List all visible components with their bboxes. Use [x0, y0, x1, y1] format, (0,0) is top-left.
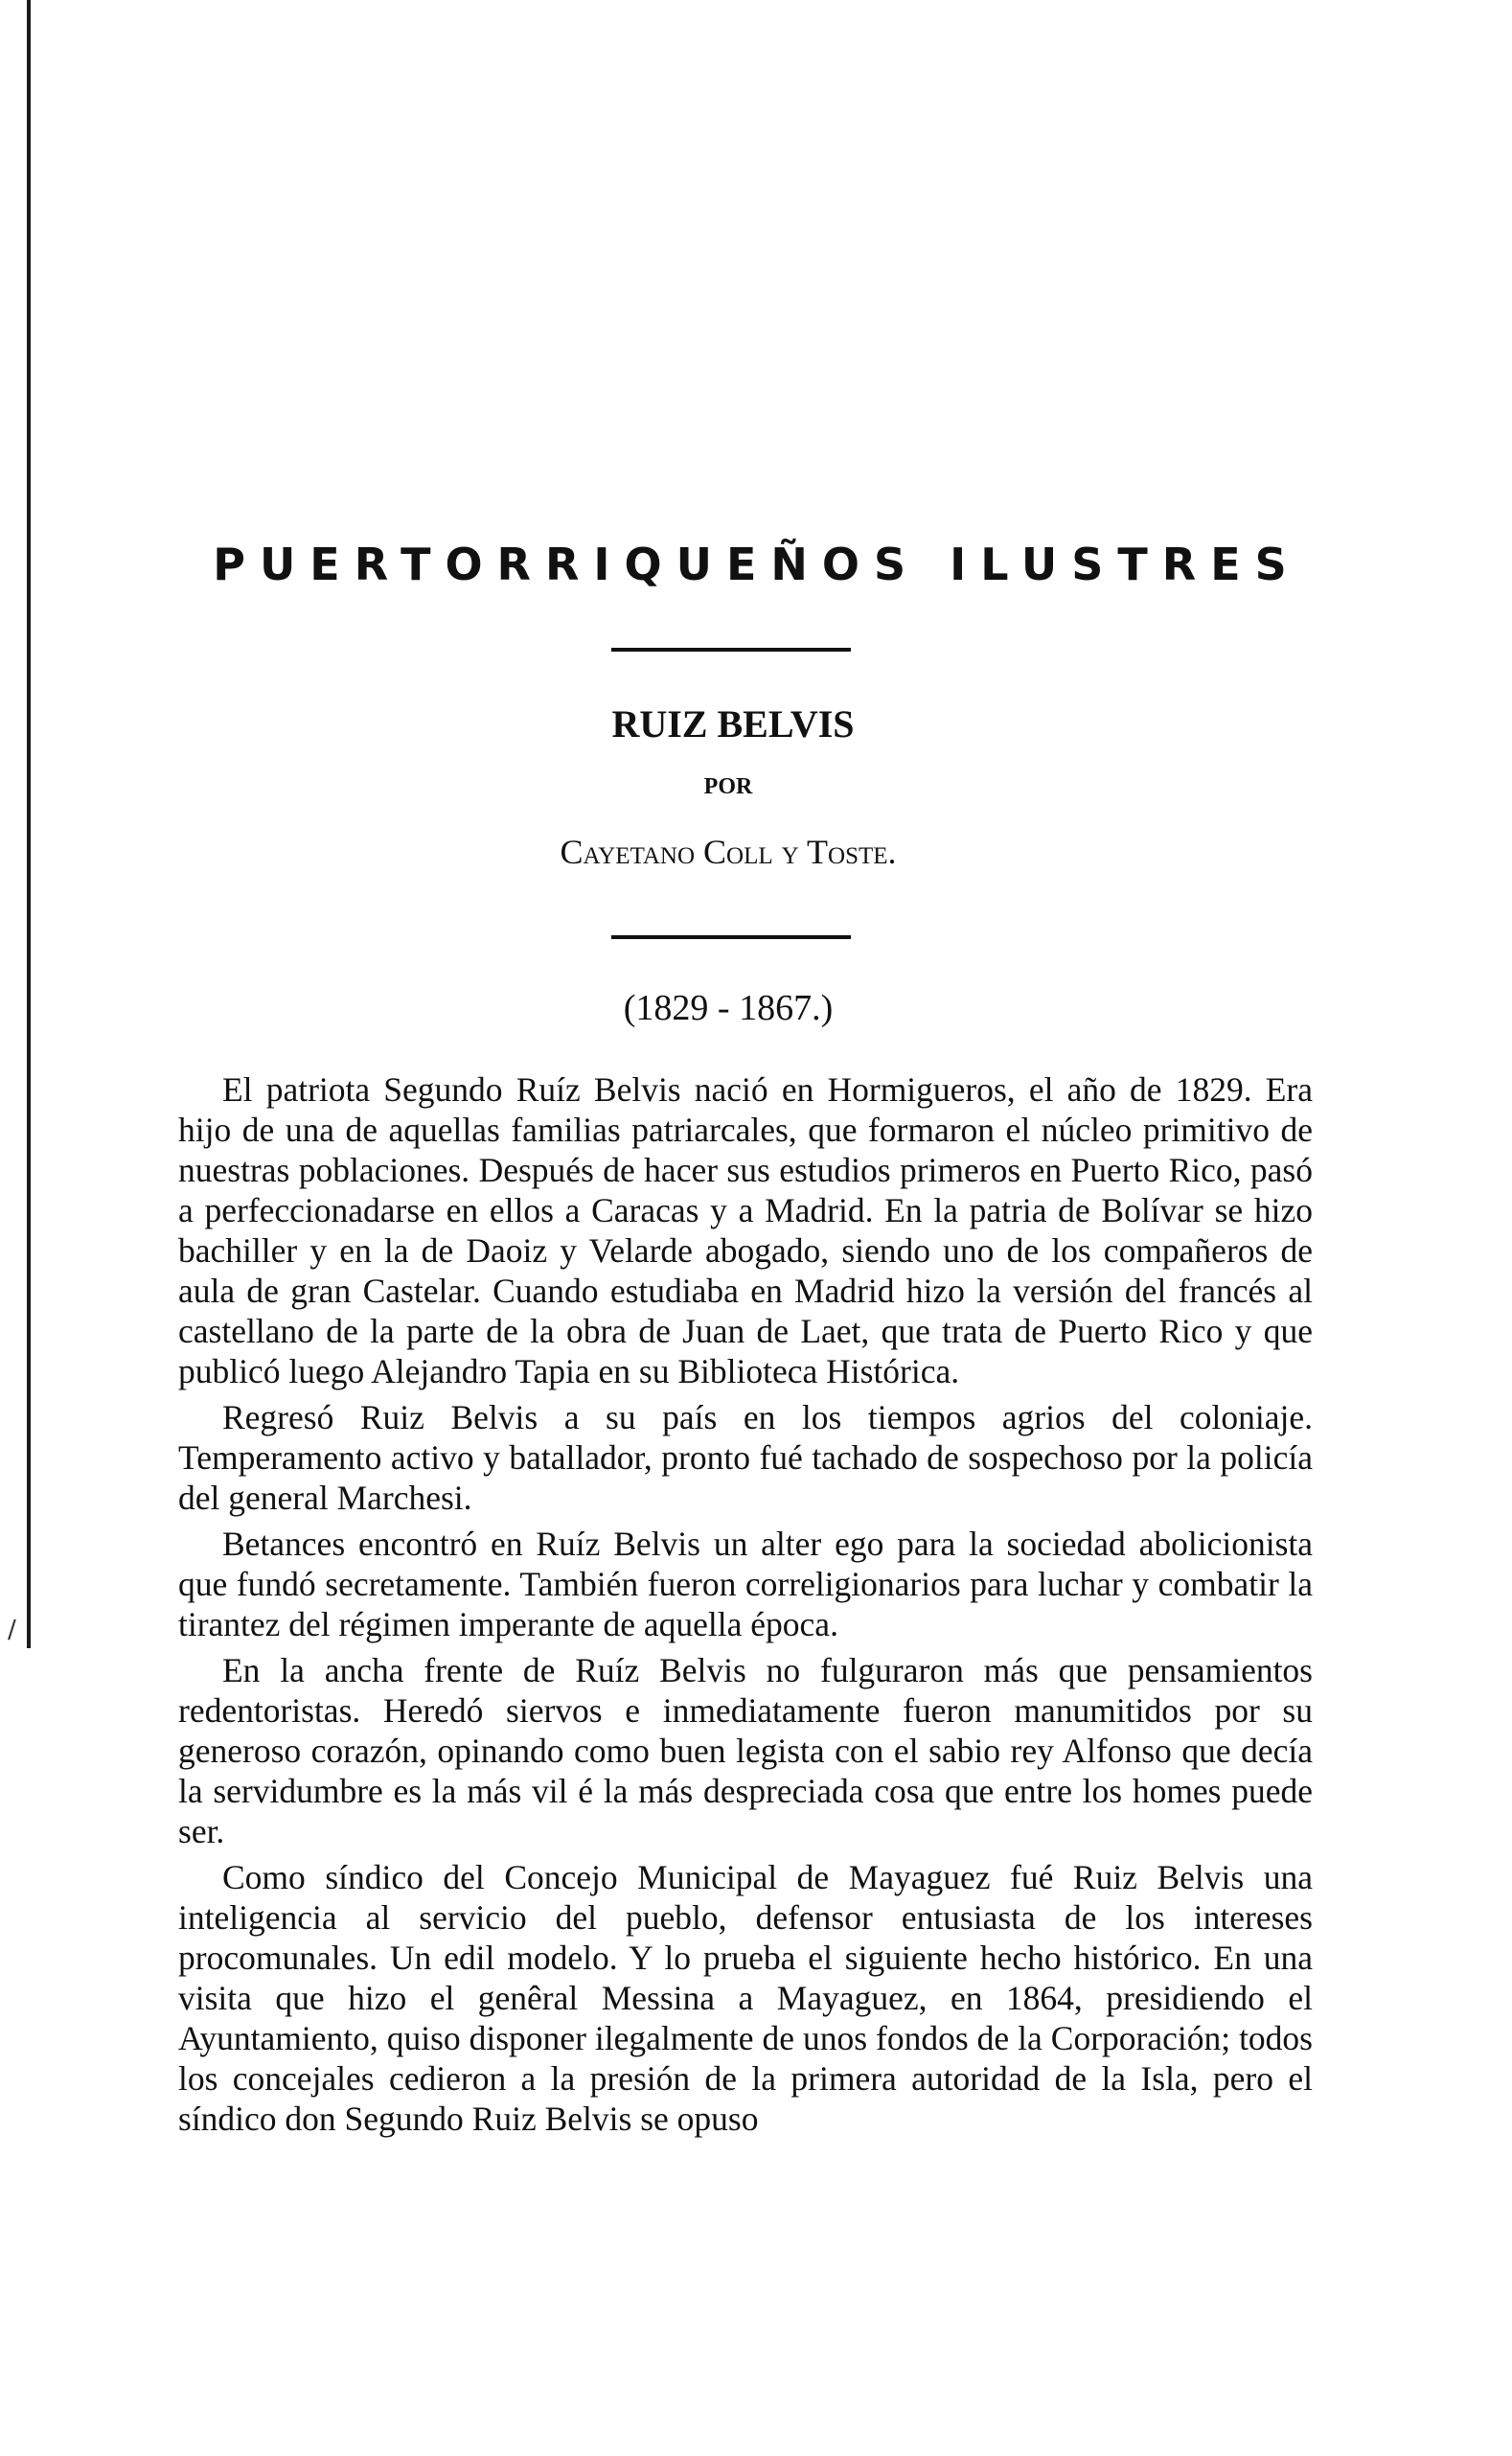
body-paragraph: Regresó Ruiz Belvis a su país en los tiempos agrios del coloniaje. Temperamento activo y batallador, pronto fué tachado de sospechoso por la policía del general Marchesi. [178, 1398, 1313, 1517]
divider-rule [611, 648, 851, 652]
series-title: PUERTORRIQUEÑOS ILUSTRES [213, 539, 1301, 590]
article-title: RUIZ BELVIS [611, 702, 855, 746]
life-dates: (1829 - 1867.) [623, 988, 834, 1028]
body-paragraph: Betances encontró en Ruíz Belvis un alter ego para la sociedad abolicionista que fundó secretamente. También fueron correligionarios para luchar y combatir la tirantez del régimen imperante de aquella época. [178, 1525, 1313, 1643]
margin-mark: / [8, 1616, 16, 1644]
body-paragraph: Como síndico del Concejo Municipal de Mayaguez fué Ruiz Belvis una inteligencia al servicio del pueblo, defensor entusiasta de los intereses procomunales. Un edil modelo. Y lo prueba el siguiente hecho histórico. En una visita que hizo el genêral Messina a Mayaguez, en 1864, presidiendo el Ayuntamiento, quiso disponer ilegalmente de unos fondos de la Corporación; todos los concejales cedieron a la presión de la primera autoridad de la Isla, pero el síndico don Segundo Ruiz Belvis se opuso [178, 1858, 1313, 2138]
page-binding-edge [27, 0, 31, 1648]
divider-rule [611, 935, 851, 939]
article-body [178, 1069, 1313, 2139]
by-line: POR [703, 774, 753, 799]
body-paragraph: El patriota Segundo Ruíz Belvis nació en Hormigueros, el año de 1829. Era hijo de una de aquellas familias patriarcales, que formaron el núcleo primitivo de nuestras poblaciones. Después de hacer sus estudios primeros en Puerto Rico, pasó a perfeccionadarse en ellos a Caracas y a Madrid. En la patria de Bolívar se hizo bachiller y en la de Daoiz y Velarde abogado, siendo uno de los compañeros de aula de gran Castelar. Cuando estudiaba en Madrid hizo la versión del francés al castellano de la parte de la obra de Juan de Laet, que trata de Puerto Rico y que publicó luego Alejandro Tapia en su Biblioteca Histórica. [178, 1070, 1313, 1390]
body-paragraph: En la ancha frente de Ruíz Belvis no fulguraron más que pensamientos redentoristas. Heredó siervos e inmediatamente fueron manumitidos por su generoso corazón, opinando como buen legista con el sabio rey Alfonso que decía la servidumbre es la más vil é la más despreciada cosa que entre los homes puede ser. [178, 1651, 1313, 1850]
author-name: Cayetano Coll y Toste. [560, 833, 897, 871]
